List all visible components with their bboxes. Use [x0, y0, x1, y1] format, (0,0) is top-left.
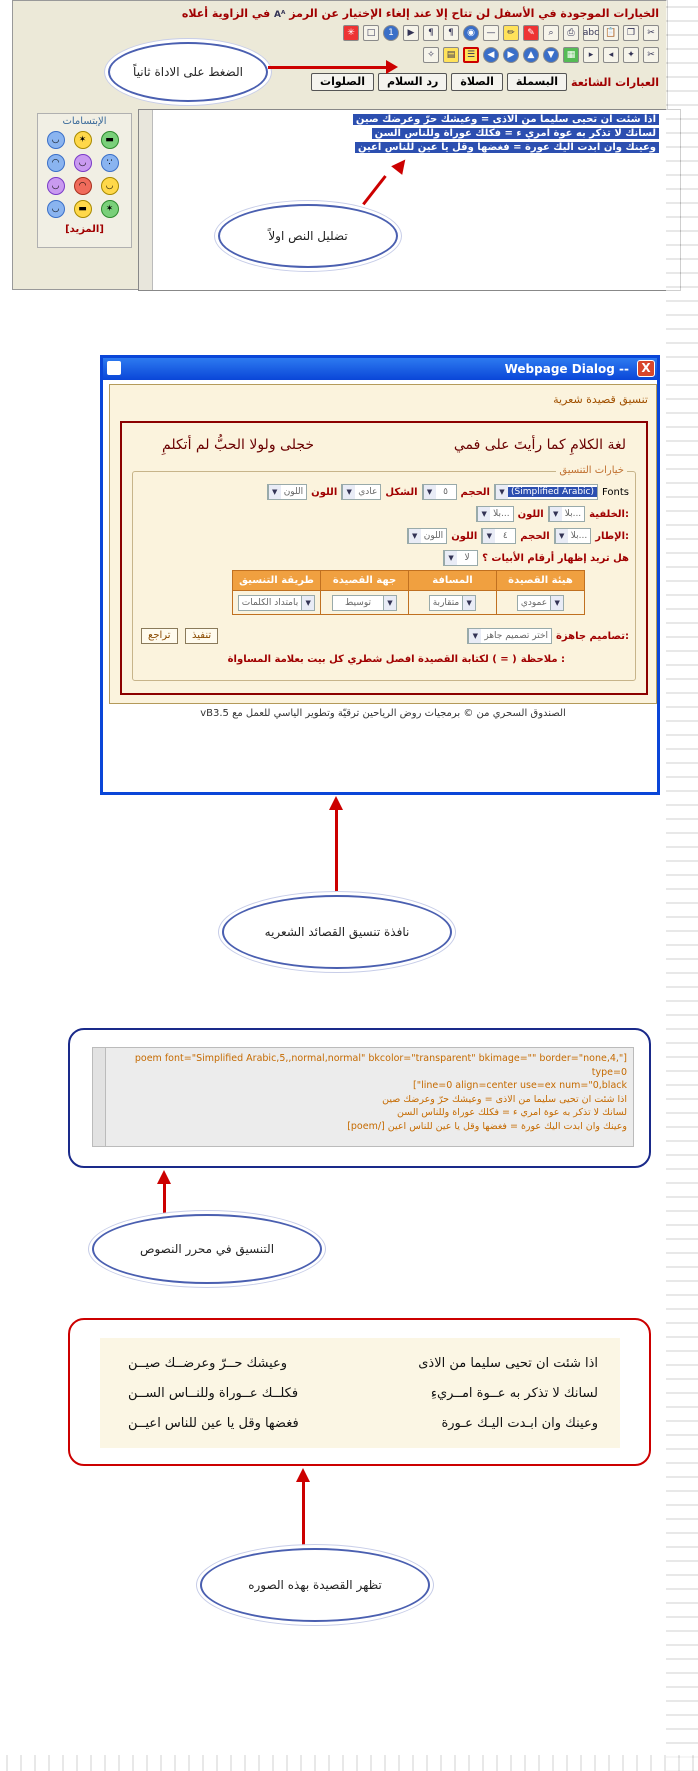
chevron-down-icon: ▼: [342, 485, 355, 499]
font-size-glyph-icon: Aᴬ: [274, 10, 286, 20]
chevron-down-icon: ▼: [268, 485, 281, 499]
toolbar-instruction: [182, 7, 659, 20]
chevron-down-icon: ▼: [550, 596, 563, 610]
fullscreen-icon[interactable]: □: [363, 25, 379, 41]
size-select[interactable]: [422, 484, 457, 500]
smiley-panel: [37, 113, 132, 248]
happy-icon[interactable]: ◡: [101, 177, 119, 195]
callout-editor-format: [92, 1214, 322, 1284]
poem-preview-box: [120, 421, 648, 695]
frame-color-label: اللون: [451, 530, 478, 542]
size-label: الحجم: [460, 486, 490, 498]
chevron-down-icon: ▼: [468, 629, 481, 643]
play-icon[interactable]: ▶: [403, 25, 419, 41]
arrow-to-poem: [302, 1478, 305, 1548]
move-left-icon[interactable]: ◂: [603, 47, 619, 63]
background-color-value: بلا...: [493, 509, 510, 519]
poem-style-table: [232, 570, 585, 615]
editor-scrollbar[interactable]: [139, 110, 153, 290]
chevron-down-icon: ▼: [495, 485, 508, 499]
dialog-close-button[interactable]: X: [637, 360, 655, 377]
print-preview-icon[interactable]: ⎙: [563, 25, 579, 41]
chevron-down-icon: ▼: [383, 596, 396, 610]
selected-line-3: وعينك وان ابدت اليك عورة = فغضها وقل يا عين للناس اعين: [355, 142, 659, 153]
format-method-select[interactable]: [238, 595, 316, 611]
arrow-to-tool-head: [386, 60, 398, 74]
note-text: لكتابة القصيدة افصل شطري كل بيت بعلامة المساواة ( = ): [227, 654, 517, 665]
callout-select-text-text: تضليل النص اولاً: [268, 229, 348, 243]
show-numbers-select[interactable]: [443, 550, 478, 566]
dialog-body: [109, 384, 657, 704]
phrase-button-salawat[interactable]: الصلوات: [311, 73, 374, 91]
dialog-credit: الصندوق السحري من © برمجيات روض الرياحين ترقيّة وتطوير الياسي للعمل مع vB3.5: [200, 708, 566, 719]
phrases-label: العبارات الشائعة: [571, 75, 659, 89]
numbers-row: [443, 550, 629, 566]
arrow-to-code: [163, 1180, 166, 1216]
execute-button[interactable]: تنفيذ: [185, 628, 218, 644]
move-right-icon[interactable]: ▸: [583, 47, 599, 63]
frame-size-label: الحجم: [520, 530, 550, 542]
background-color-label: اللون: [517, 508, 544, 520]
code-line-5: وعينك وان ابدت اليك عورة = فغضها وقل يا عين للناس اعين [/poem]: [347, 1120, 627, 1132]
spacing-select[interactable]: [429, 595, 477, 611]
dialog-titlebar: [103, 358, 657, 380]
header-alignment: جهة القصيدة: [321, 571, 409, 591]
rendered-poem: [100, 1338, 620, 1448]
show-numbers-value: لا: [464, 553, 470, 563]
ie-page-icon: [107, 361, 121, 375]
callout-dialog-window: [222, 895, 452, 969]
sticker-icon[interactable]: ✶: [74, 131, 92, 149]
undo-button[interactable]: تراجع: [141, 628, 178, 644]
globe-link-icon[interactable]: ◉: [463, 25, 479, 41]
webpage-dialog: [100, 355, 660, 795]
note-row: [228, 654, 565, 665]
poem-right-3: وعينك وان ابـدت اليـك عـورة: [441, 1416, 598, 1431]
callout-editor-format-text: التنسيق في محرر النصوص: [139, 1242, 275, 1256]
poem-left-1: وعيشك حــرّ وعرضــك صيــن: [128, 1356, 288, 1371]
callout-dialog-window-text: نافذة تنسيق القصائد الشعريه: [264, 925, 410, 939]
sad-icon[interactable]: ◠: [47, 154, 65, 172]
font-select[interactable]: [494, 484, 598, 500]
toolbar-instruction-suffix: في الزاوية أعلاه: [181, 7, 271, 20]
callout-select-text: [218, 204, 398, 268]
final-poem-box: [68, 1318, 651, 1466]
copy-icon[interactable]: ❐: [623, 25, 639, 41]
wink-icon[interactable]: ◡: [47, 200, 65, 218]
frame-size-select[interactable]: [481, 528, 516, 544]
fieldset-legend: خيارات التنسيق: [556, 465, 627, 476]
poem-right-1: اذا شئت ان تحيى سليما من الاذى: [418, 1356, 598, 1371]
chevron-down-icon: ▼: [408, 529, 421, 543]
preview-verse-right: لغة الكلامِ كما رأيتَ على فمي: [453, 437, 626, 453]
paragraph-ltr-icon[interactable]: ¶: [423, 25, 439, 41]
torn-edge-right: [666, 0, 698, 1771]
callout-poem-appears: [200, 1548, 430, 1622]
dialog-heading: تنسيق قصيدة شعرية: [553, 393, 648, 406]
poem-left-2: فكلــك عــوراة وللنــاس الســن: [128, 1386, 299, 1401]
frame-color-select[interactable]: [407, 528, 447, 544]
phrase-button-salat[interactable]: الصلاة: [451, 73, 503, 91]
spacing-value: متقاربة: [432, 597, 460, 608]
chevron-down-icon: ▼: [462, 596, 475, 610]
paragraph-rtl-icon[interactable]: ¶: [443, 25, 459, 41]
callout-press-tool-text: الضغط على الاداة ثانياً: [133, 65, 243, 79]
cool-smile-icon[interactable]: ◡: [47, 177, 65, 195]
alignment-select[interactable]: [332, 595, 397, 611]
shape-select-value: عادي: [358, 487, 378, 497]
phrase-button-reply-salam[interactable]: رد السلام: [378, 73, 447, 91]
color-select-value: اللون: [283, 487, 304, 497]
cut-icon[interactable]: ✂: [643, 25, 659, 41]
arrow-to-poem-head: [296, 1468, 310, 1482]
media-icon[interactable]: ▤: [443, 47, 459, 63]
callout-press-tool: [108, 42, 268, 102]
frame-color-value: اللون: [423, 531, 444, 541]
selected-line-1: اذا شئت ان تحيى سليما من الاذى = وعيشك حرّ وعرضك صين: [353, 114, 659, 125]
editor-code-box: [68, 1028, 651, 1168]
chevron-down-icon: ▼: [482, 529, 495, 543]
background-select[interactable]: [548, 506, 585, 522]
poem-format-tool-icon[interactable]: ☰: [463, 47, 479, 63]
code-line-3: اذا شئت ان تحيى سليما من الاذى = وعيشك حرّ وعرضك صين: [382, 1093, 627, 1105]
header-spacing: المسافة: [409, 571, 497, 591]
frame-select[interactable]: [554, 528, 591, 544]
find-icon[interactable]: ⌕: [543, 25, 559, 41]
grin-icon[interactable]: ▬: [101, 131, 119, 149]
poem-shape-select[interactable]: [517, 595, 564, 611]
laugh-icon[interactable]: ◡: [74, 154, 92, 172]
code-line-4: لسانك لا تذكر به عوة امري ء = فكلك عوراة وللناس السن: [396, 1107, 627, 1118]
frame-select-value: بلا...: [570, 531, 588, 541]
phrases-bar: [311, 73, 659, 91]
arrow-to-dialog-head: [329, 796, 343, 810]
paste-icon[interactable]: 📋: [603, 25, 619, 41]
code-text: [107, 1052, 627, 1133]
chevron-down-icon: ▼: [423, 485, 436, 499]
chevron-down-icon: ▼: [549, 507, 562, 521]
chevron-down-icon: ▼: [301, 596, 314, 610]
eraser-icon[interactable]: ✎: [523, 25, 539, 41]
header-poem-shape: هيئة القصيدة: [497, 571, 585, 591]
more-smileys-link[interactable]: [المزيد]: [65, 224, 104, 235]
code-line-1: [poem font="Simplified Arabic,5,,normal,normal" bkcolor="transparent" bkimage="" border="none,4," type=0: [134, 1053, 627, 1078]
presets-row: [467, 628, 629, 644]
header-format-method: طريقة التنسيق: [233, 571, 321, 591]
size-select-value: ٥: [443, 487, 448, 497]
greeting-icon[interactable]: ✶: [101, 200, 119, 218]
arrow-to-dialog: [335, 806, 338, 896]
shape-select[interactable]: [341, 484, 381, 500]
show-numbers-label: هل تريد إظهار أرقام الأبيات ؟: [482, 552, 629, 564]
wand-icon[interactable]: ✧: [423, 47, 439, 63]
selected-line-2: لسانك لا تذكر به عوة امري ء = فكلك عوراة وللناس السن: [372, 128, 659, 139]
spellcheck-icon[interactable]: abc: [583, 25, 599, 41]
note-label: ملاحظة :: [520, 654, 565, 665]
background-row: [476, 506, 629, 522]
format-options-fieldset: [132, 465, 636, 681]
chevron-down-icon: ▼: [444, 551, 457, 565]
angry-icon[interactable]: ◠: [74, 177, 92, 195]
table-icon[interactable]: ▦: [563, 47, 579, 63]
background-label: الخلفية:: [589, 508, 629, 520]
horizontal-line-icon[interactable]: —: [483, 25, 499, 41]
smile-icon[interactable]: ◡: [47, 131, 65, 149]
presets-select[interactable]: [467, 628, 552, 644]
code-line-2: line=0 align=center use=ex num="0,black"]: [413, 1080, 627, 1091]
shape-label: الشكل: [385, 486, 418, 498]
nav-left-icon[interactable]: ◀: [483, 47, 499, 63]
smiley-title: الإبتسامات: [62, 116, 107, 127]
background-select-value: بلا...: [564, 509, 582, 519]
alignment-value: توسيط: [345, 597, 371, 608]
code-scrollbar[interactable]: [93, 1048, 106, 1146]
confused-icon[interactable]: ∵: [101, 154, 119, 172]
poem-left-3: فغضها وقل يا عين للناس اعيــن: [128, 1416, 299, 1431]
frame-size-value: ٤: [502, 531, 508, 541]
sunglasses-icon[interactable]: ▬: [74, 200, 92, 218]
nav-right-icon[interactable]: ▶: [503, 47, 519, 63]
callout-poem-appears-text: تظهر القصيدة بهذه الصوره: [248, 1578, 382, 1592]
font-select-value: (Simplified Arabic): [508, 487, 597, 497]
presets-label: تصاميم جاهزة:: [556, 630, 629, 642]
code-editor-area[interactable]: [92, 1047, 634, 1147]
poem-shape-value: عمودي: [520, 597, 548, 608]
format-method-value: بامتداد الكلمات: [241, 597, 299, 608]
toolbar-row-1: [343, 25, 659, 45]
arrow-to-tool: [268, 66, 388, 69]
color-label: اللون: [311, 486, 338, 498]
phrase-button-basmala[interactable]: البسملة: [507, 73, 567, 91]
number-1-icon[interactable]: 1: [383, 25, 399, 41]
font-row: [267, 484, 629, 500]
color-select[interactable]: [267, 484, 307, 500]
chevron-down-icon: ▼: [477, 507, 490, 521]
toolbar-instruction-text: الخيارات الموجودة في الأسفل لن تتاح إلا عند إلغاء الإختيار عن الرمز: [289, 7, 659, 20]
highlighter-icon[interactable]: ✏: [503, 25, 519, 41]
preview-verse-left: خجلى ولولا الحبُّ لم أتكلمِ: [162, 437, 315, 453]
spark-icon[interactable]: ✳: [343, 25, 359, 41]
scissors-icon[interactable]: ✂: [643, 47, 659, 63]
nav-down-icon[interactable]: ▼: [543, 47, 559, 63]
torn-edge-bottom: [0, 1755, 698, 1771]
chevron-down-icon: ▼: [555, 529, 568, 543]
toolbar-row-2: [423, 47, 659, 67]
dialog-title: Webpage Dialog --: [504, 362, 629, 376]
arrow-to-code-head: [157, 1170, 171, 1184]
background-color-select[interactable]: [476, 506, 513, 522]
poem-right-2: لسانك لا تذكر به عــوة امــريءِ: [430, 1386, 598, 1401]
frame-label: الإطار:: [595, 530, 629, 542]
presets-value: اختر تصميم جاهز: [484, 631, 549, 641]
frame-row: [407, 528, 629, 544]
fonts-label: Fonts: [602, 486, 629, 498]
star-icon[interactable]: ✦: [623, 47, 639, 63]
nav-up-icon[interactable]: ▲: [523, 47, 539, 63]
